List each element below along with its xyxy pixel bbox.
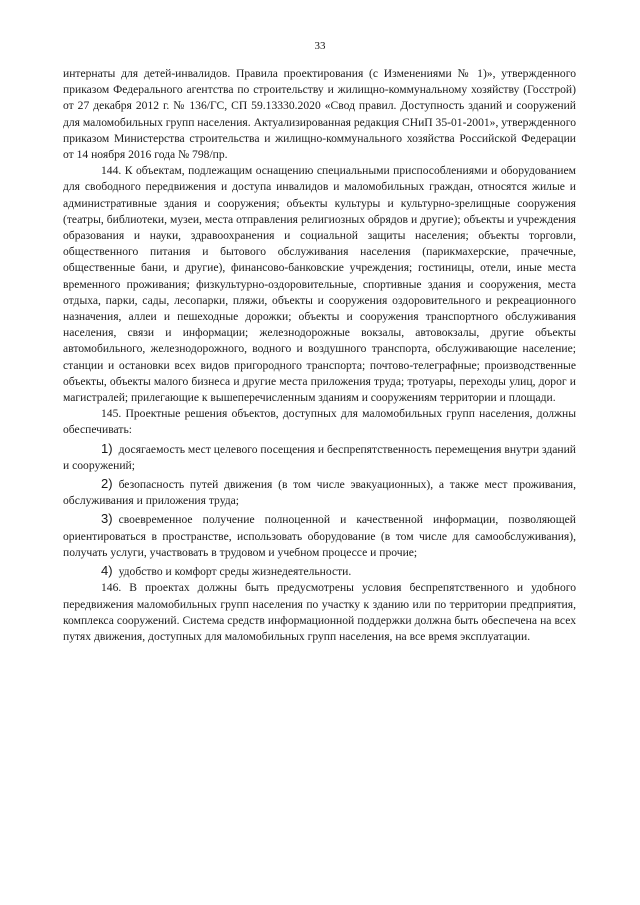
document-body <box>63 66 576 645</box>
list-item-text: удобство и комфорт среды жизнедеятельности. <box>118 565 352 579</box>
list-item-text: досягаемость мест целевого посещения и беспрепятственность перемещения внутри зданий и сооружений; <box>63 442 576 472</box>
list-item <box>63 441 576 474</box>
paragraph-146: 146. В проектах должны быть предусмотрены условия беспрепятственного и удобного передвижения маломобильных групп населения по участку к зданию или по территории предприятия, комплекса сооружений. Система средств информационной поддержки должна быть обеспечена на всех путях движения, доступных для маломобильных групп населения, на все время эксплуатации. <box>63 581 576 643</box>
list-item-number: 1) <box>101 440 113 456</box>
list-item <box>63 476 576 509</box>
paragraph-145: 145. Проектные решения объектов, доступных для маломобильных групп населения, должны обеспечивать: <box>63 407 576 437</box>
list-item-number: 4) <box>101 563 113 579</box>
list-item-number: 2) <box>101 476 113 492</box>
list-item <box>63 563 576 580</box>
page-number: 33 <box>314 40 326 52</box>
list-item-text: своевременное получение полноценной и качественной информации, позволяющей ориентироваться в пространстве, использовать оборудование (в том числе для самообслуживания), получать услуги, участвовать в трудовом и учебном процессе и прочие; <box>63 513 576 559</box>
paragraph-144: 144. К объектам, подлежащим оснащению специальными приспособлениями и оборудованием для свободного передвижения и доступа инвалидов и маломобильных граждан, относятся жилые и административные здания и сооружения; объекты культуры и культурно-зрелищные сооружения (театры, библиотеки, музеи, места отправления религиозных обрядов и другие); объекты и учреждения образования и науки, здравоохранения и социальной защиты населения; объекты торговли, общественного питания и бытового обслуживания населения (парикмахерские, прачечные, общественные бани, и другие), финансово-банковские учреждения; гостиницы, отели, иные места временного проживания; физкультурно-оздоровительные, спортивные здания и сооружения, места отдыха, парки, сады, лесопарки, пляжи, объекты и сооружения оздоровительного и рекреационного назначения, аллеи и пешеходные дорожки; объекты и сооружения транспортного обслуживания населения, связи и информации; железнодорожные вокзалы, автовокзалы, другие объекты автомобильного, железнодорожного, водного и воздушного транспорта, обслуживающие население; станции и остановки всех видов пригородного транспорта; почтово-телеграфные; производственные объекты, объекты малого бизнеса и другие места приложения труда; тротуары, переходы улиц, дорог и магистралей; прилегающие к вышеперечисленным зданиям и сооружениям территории и площади. <box>63 164 576 405</box>
list-item-text: безопасность путей движения (в том числе эвакуационных), а также мест проживания, обслуживания и приложения труда; <box>63 478 576 508</box>
list-item-number: 3) <box>101 511 113 527</box>
list-item <box>63 511 576 561</box>
paragraph-intro-continuation: интернаты для детей-инвалидов. Правила проектирования (с Изменениями № 1)», утвержденного приказом Федерального агентства по строительству и жилищно-коммунальному хозяйству (Госстрой) от 27 декабря 2012 г. № 136/ГС, СП 59.13330.2020 «Свод правил. Доступность зданий и сооружений для маломобильных групп населения. Актуализированная редакция СНиП 35-01-2001», утвержденного приказом Министерства строительства и жилищно-коммунального хозяйства Российской Федерации от 14 ноября 2016 года № 798/пр. <box>63 67 576 162</box>
